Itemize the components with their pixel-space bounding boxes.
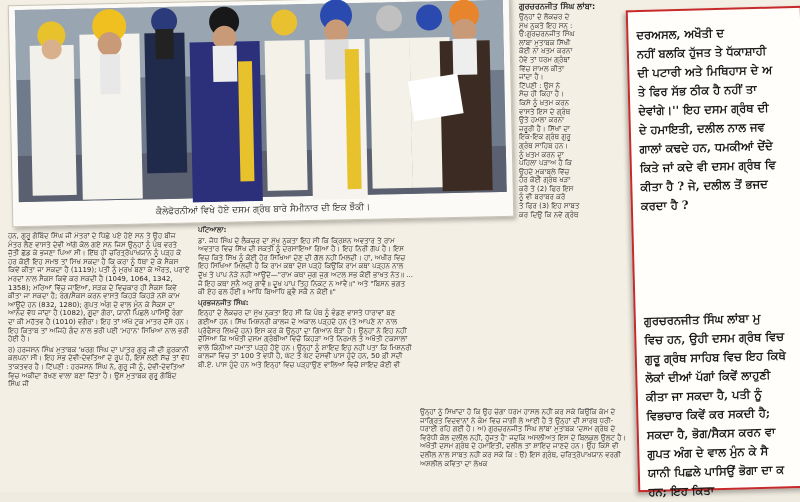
mid-column-line: ਮੁੱਖ ਨੁਕਤੇ ਇਹ ਸਨ :: [519, 21, 573, 30]
highlight-line: ਤੇ ਫਿਰ ਸੱਭ ਠੀਕ ਹੈ ਨਹੀਂ ਤਾ: [637, 81, 757, 100]
highlight-line: ਦਰਅਸਲ, ਅਖੌਤੀ ਦ: [636, 25, 725, 43]
highlight-line: ਦੇ ਹਮਾਇਤੀ, ਦਲੀਲ ਨਾਲ ਜਵ: [638, 119, 765, 138]
highlight-line: ਗੁਰਚਰਨਜੀਤ ਸਿੰਘ ਲਾਂਬਾ ਮੁ: [643, 310, 761, 329]
highlight-line: ਗੁਪਤ ਅੰਗ ਦੇ ਵਾਲ ਮੁੰਨ ਕੇ ਸੈ: [647, 443, 769, 461]
mid-column-line: ਕਰ ਦਿਉ ਕਿ ਨਵੇਂ ਗ੍ਰੰਥ: [519, 210, 579, 219]
mid-column-line: ਲਾਂਬਾ ਮੁਤਾਬਕ ਸਿੱਖੀ: [519, 38, 571, 47]
mid-column-line: ਹੋਰ ਕੋਈ ਗ੍ਰੰਥ ਖੜਾ: [519, 176, 571, 185]
column-1: [8, 232, 190, 490]
photo-image: [9, 0, 513, 206]
mid-column-line: ਟਿੱਪਣੀ : ਉਸ ਨੇ: [519, 81, 561, 90]
highlight-line: ਕੀਤਾ ਜਾ ਸਕਦਾ ਹੈ, ਪਤੀ ਨੂੰ: [645, 386, 762, 404]
column-2-bottom: ਇਨ੍ਹਾਂ ਦੇ ਲੈਕਚਰ ਦਾ ਮੁੱਖ ਨੁਕਤਾ ਇਹ ਸੀ ਕਿ ਪੰਥ ਨੂੰ ਵੰਡਣ ਵਾਸਤੇ ਧਾਰਾਵਾਂ ਬਣ ਗਈਆਂ ਹਨ। ਸਿੱਖ ਮਿਸ਼ਨਰੀ ਕਾਲਜ ਦੇ ਅਕਾਲ ਪੜ੍ਹਦੇ ਹਨ (ਤੇ ਆਪਣੇ ਨਾ ਨਾਲ ਪ੍ਰੋਫੈਸਰ ਲਿਖਦੇ ਹਨ) ਇਸ ਕਰ ਕੇ ਉਨ੍ਹਾਂ ਦਾ ਗਿਆਨ ਥੋੜਾ ਹੈ। ਉਨ੍ਹਾਂ ਨੇ ਇਹ ਨਹੀਂ ਦੱਸਿਆ ਕਿ ਅਖੌਤੀ ਦਸਮ ਗ੍ਰੰਥੀਆਂ ਵਿਚੋਂ ਕਿਹੜਾ ਅਤੇ ਨਿਰਮਲੇ ਤੇ ਅਖੌਤੀ ਟਕਸਾਲਾਂ ਵਾਲੇ ਕਿੰਨੀਆਂ ਜਮਾਤਾਂ ਪੜ੍ਹੇ ਹੋਏ ਹਨ। ਉਨ੍ਹਾਂ ਨੂੰ ਸ਼ਾਇਦ ਇਹ ਨਹੀਂ ਪਤਾ ਕਿ ਮਿਸ਼ਨਰੀ ਕਾਲਜਾਂ ਵਿਚ ਤਾਂ 100 ਤੋਂ ਵਧੀ ਹੈ, ਘੱਟ ਤੋਂ ਘੱਟ ਦਸਵੀਂ ਪਾਸ ਹੁੰਦੇ ਹਨ, 50 ਫ਼ੀ ਸਦੀ ਬੀ.ਏ. ਪਾਸ ਹੁੰਦੇ ਹਨ ਅਤੇ ਇਨ੍ਹਾਂ ਵਿਚ ਪੜ੍ਹਾਉਣ ਵਾਲਿਆਂ ਵਿਚੋਂ ਸ਼ਾਇਦ ਕੋਈ ਵੀ: [198, 309, 412, 369]
highlight-line: ਵਿਭਚਾਰ ਕਿਵੇਂ ਕਰ ਸਕਦੀ ਹੈ;: [646, 405, 771, 423]
mid-column-line: ਉਨ੍ਹਾਂ ਦੇ ਲੈਕਚਰ ਦੇ: [519, 13, 570, 21]
mid-column: [519, 13, 627, 253]
mid-column-line: ਹੋਵੇ ਤਾਂ ਧਰਮ ਗ੍ਰੰਥਾਂ: [519, 55, 570, 64]
mid-column-line: ਕਰੋ ਤੇ (2) ਫਿਰ ਇਸ: [519, 184, 574, 193]
mid-column-line: ਜ਼ਰੂਰੀ ਹੈ। ਸਿੱਖਾਂ ਦਾ: [519, 124, 571, 133]
mid-column-line: ਵਾਸਤੇ ਇਸ ਦੇ ਗ੍ਰੰਥ: [519, 107, 571, 116]
highlight-line: ਗੁਰੂ ਗ੍ਰੰਥ ਸਾਹਿਬ ਵਿਚ ਇਹ ਕਿਥੇ: [644, 348, 787, 367]
highlight-line: ਯਾਨੀ ਪਿਛਲੇ ਪਾਸਿਉਂ ਭੋਗਾ ਦਾ ਕ: [647, 462, 785, 480]
mid-column-line: ਉਤੇ ਹਮਲਾ ਕਰਨਾ: [519, 116, 565, 125]
photo-caption: ਕੈਲੇਫੋਰਨੀਆਂ ਵਿਖੇ ਹੋਏ ਦਸਮ ਗ੍ਰੰਥ ਬਾਰੇ ਸੈਮੀਨਾਰ ਦੀ ਇਕ ਝੌਕੀ।: [155, 202, 371, 218]
mid-column-line: ੳ:ਗੁਰਚਰਨਜੀਤ ਸਿੰਘ: [519, 30, 575, 39]
column-1-bottom: ਰ) ਹਰਜਸਨ ਸਿੰਘ ਮੁਤਾਬਕ 'ਖ਼ਰਗ ਸਿੰਘ ਦਾ ਪਾਤਰ ਗੁਰੂ ਜੀ ਦੀ ਫ਼ੁਰਕਾਨੀ ਕਲਪਨਾ ਸੀ। ਇਹ ਸਭ ਦੇਵੀ-ਦੇਵਤਿਆਂ ਦੇ ਰੂਪ ਹੈ, ਇਸ ਲਈ ਸੱਚ ਤਾਂ ਵੱਧ ਤਾਕਤਵਰ ਹੈ। ਟਿੱਪਣੀ : ਹਰਜਸਨ ਸਿੰਘ ਨੇ, ਗੁਰੂ ਜੀ ਨੂੰ, ਦੇਵੀ-ਦੇਵਤਿਆਂ ਵਿਚ ਅਕੀਦਾ ਰੱਖਣ ਵਾਲਾ ਬਣਾ ਦਿੱਤਾ ਹੈ। ਉਸ ਮੁਤਾਬਕ ਗੁਰੂ ਗੋਬਿੰਦ ਸਿੰਘ ਜੀ: [8, 345, 190, 389]
highlight-line: ਹਨ; ਇਹ ਕਿਤਾ: [648, 483, 715, 499]
mid-column-line: ਵਿੱਚ ਸ਼ਾਮਲ ਕੀਤਾ: [519, 64, 565, 73]
mid-column-line: ਉਹਦੇ ਮੁਕਾਬਲੇ ਵਿੱਚ: [519, 167, 570, 176]
mid-column-line: ਜਾਂਦਾ ਹੈ।: [519, 73, 544, 82]
mid-column-line: ਗ੍ਰੰਥ ਸਾਹਿਬ ਹਨ।: [519, 141, 569, 150]
highlight-line: ਨਹੀਂ ਬਲਕਿ ਹੁੱਜਤ ਤੇ ਧੱਕਾਸ਼ਾਹੀ: [636, 43, 767, 62]
column-3-bottom: ਉਨ੍ਹਾਂ ਨੂੰ ਸਿਖਾਂਦਾ ਹੈ ਕਿ ਉਹ ਚੰਗਾ ਧਰਮ ਹਾਸਲ ਨਹੀਂ ਕਰ ਸਕੇ ਕਿਉਂਕਿ ਕੰਮ ਦੇ ਜਾਗ੍ਰਿਤ ਵਿਦਵਾਨਾਂ ਨੇ ਕੰਮ ਵਿਚ ਜਾਗੀ ਲੇ ਆਈ ਹੈ ਤੇ ਉਨ੍ਹਾਂ ਦੀ ਸਾਰਥ ਧਰੀ-ਧਰਾਈ ਰਹਿ ਗਈ ਹੈ। ਅ) ਗੁਰਚਰਨਜੀਤ ਸਿੰਘ ਲਾਂਬਾ ਮੁਤਾਬਕ 'ਦਸਮ ਗ੍ਰੰਥ ਦੇ ਵਿਰੋਧੀ ਕੋਲ ਦਲੀਲ ਨਹੀਂ, ਹੁੱਜਤ ਹੈ' ਜਦਕਿ ਅਸਲੀਅਤ ਇਸ ਦੇ ਬਿਲਕੁਲ ਉਲਟ ਹੈ। ਅਖੌਤੀ ਦਸਮ ਗ੍ਰੰਥ ਦੇ ਹਮਾਇਤੀ, ਦਲੀਲ ਤਾਂ ਸ਼ਾਇਦ ਜਾਣਦੇ ਹਨ। ਉਹ ਕਿਸੇ ਵੀ ਦਲੀਲ ਨਾਲ ਸਾਬਤ ਨਹੀਂ ਕਰ ਸਕੇ ਕਿ : ੳ) ਇਸ ਗ੍ਰੰਥ, ਚਰਿਤ੍ਰੋਪਾਖਯਾਨ ਵਰਗੀ ਅਸ਼ਲੀਲ ਕਵਿਤਾ ਦਾ ਲੇਖਕ: [420, 408, 627, 468]
mid-column-line: ਸੋਚ ਹੀ ਕਿਹਾ ਹੈ।: [519, 90, 564, 99]
highlight-line: ਗਾਲਾਂ ਕਢਦੇ ਹਨ, ਧਮਕੀਆਂ ਦੇਂਦੇ: [639, 138, 773, 157]
mid-column-line: ਨੂੰ ਵੀ ਬਰਾਬਰ ਕਰੋ: [519, 193, 566, 202]
column-3: [420, 408, 628, 490]
column-2-heading: ਪਟਿਆਲਾ:: [198, 226, 227, 234]
column-2: [198, 226, 414, 490]
highlight-line: ਲੋਕਾਂ ਦੀਆਂ ਪੱਗਾਂ ਕਿਵੇਂ ਲਾਹੁਣੀ: [645, 367, 771, 385]
mid-column-line: ਨੂੰ ਖ਼ਤਮ ਕਰਨ ਦਾ: [519, 150, 564, 159]
mid-column-lines: [519, 13, 627, 219]
column-2-top: ਡਾ. ਜੋਧ ਸਿੰਘ ਦੇ ਲੈਕਚਰ ਦਾ ਮੁੱਖ ਨੁਕਤਾ ਇਹ ਸੀ ਕਿ ਕ੍ਰਿਸ਼ਨ ਅਵਤਾਰ ਤੇ ਰਾਮ ਅਵਤਾਰ ਵਿਚ ਸਿੱਖ ਦੀ ਸ਼ਕਤੀ ਨੂੰ ਦਰਸਾਇਆ ਗਿਆ ਹੈ। ਇਹ ਨਿਰੀ ਗੱਪ ਹੈ। ਇਸ ਵਿਚ ਕਿਤੇ ਸਿੱਖ ਨੂੰ ਕੋਈ ਹੋਰ ਸਿਖਿਆ ਦੇਣ ਦੀ ਗੱਲ ਨਹੀਂ ਮਿਲਦੀ। ਹਾਂ, ਅਖੀਰ ਵਿਚ ਇਹ ਸਿਖਿਆ ਮਿਲਦੀ ਹੈ ਕਿ ਰਾਮ ਕਥਾ ਦੇਸ਼ ਪੜ੍ਹੇ ਕਿਉਂਕਿ ਰਾਮ ਕਥਾ ਪੜ੍ਹਨ ਨਾਲ ਦੁੱਖ ਤੇ ਪਾਪ ਨੇੜੇ ਨਹੀਂ ਆਉਂਦੇ—"ਰਾਮ ਕਥਾ ਜੁਗ ਜੁਗ ਅਟਲ ਸਭ ਕੋਈ ਭਾਖਤ ਨੇਤ॥ ... ਜੋ ਇਹ ਕਥਾ ਸੁਨੈ ਅਰੁ ਗਾਵੈ॥ ਦੂਖ ਪਾਪ ਤਿਹ ਨਿਕਟ ਨ ਆਵੈ॥" ਅਤੇ "ਬਿਸਨ ਭਗਤ ਕੀ ਏਹ ਫਲ ਹੋਈ॥ ਆਧਿ ਬਿਆਧਿ ਛ੍ਵੈ ਸਕੈ ਨ ਕੋਈ॥": [198, 236, 413, 297]
column-1-top: ਹਨ, ਗੁਰੂ ਗੋਬਿੰਦ ਸਿੰਘ ਜੀ ਮੰਤਰਾਂ ਦੇ ਪਿੱਛੇ ਪਏ ਹੋਏ ਸਨ ਤੇ ਉਹ ਬੀਜ ਮੰਤਰ ਲੈਣ ਵਾਸਤੇ ਦੇਵੀ ਅੱਗੇ ਕੋਲ ਗਏ ਸਨ ਜਿਸ ਉਨ੍ਹਾਂ ਨੂੰ ਪੰਥ ਵਰਤੇ ਜੁੱਤੀ ਛੱਡ ਕੇ ਭਜਣਾ ਪਿਆ ਸੀ। ਇੱਥ ਹੀ ਚਰਿਤ੍ਰੋਪਾਖਯਾਨ ਨੂੰ ਪੜ੍ਹ ਕੇ ਹਰ ਕੋਈ ਇਹ ਸਮਝ ਤਾਂ ਸਿਖ ਸਕਦਾ ਹੈ ਕਿ ਕਰਾ ਨੂੰ ਧੱਥਾ ਦੇ ਕੇ ਸੈਕਸ ਕਿਵੇਂ ਕੀਤਾ ਜਾ ਸਕਦਾ ਹੈ (1119); ਪਤੀ ਨੂੰ ਮੁਰਖ ਬਣਾ ਕੇ ਔਰਤ, ਪਰਾਏ ਮਰਦਾਂ ਨਾਲ ਸੈਕਸ ਕਿਵੇਂ ਕਰ ਸਕਦੀ ਹੈ (1049, 1064, 1342, 1358); ਮਰਿਆਂ ਵਿੱਚ ਜਾਇਆਂ, ਸੜਕ ਦੇ ਵਿਚਕਾਰ ਹੀ ਸੈਕਸ ਕਿਵੇਂ ਕੀਤਾ ਜਾ ਸਕਦਾ ਹੈ; ਰੰਗ/ਸੈਕਸ ਕਰਨ ਵਾਸਤੇ ਕਿਹੜੇ ਕਿਹੜੇ ਨਸ਼ੇ ਕਾਮ ਆਉਂਦੇ ਹਨ (832, 1280); ਗੁਪਤ ਅੰਗ ਦੇ ਵਾਲ ਮੁੰਨ ਕੇ ਸੈਕਸ ਦਾ ਆਨੰਦ ਵੱਧ ਜਾਂਦਾ ਹੈ (1082), ਗੂਦਾ ਗੋਰਾ, ਯਾਨੀ ਪਿਛਲੇ ਪਾਸਿਉਂ ਰੰਗਾ ਦਾ ਕੀ ਮਹੱਤਵ ਹੈ (1010) ਵਗੈਰਾ। ਇਹ ਤਾਂ ਅੱਖੇ ਟੁਕ ਮਾਤਰ ਦੱਸੇ ਹਨ। ਇਹ ਕਿਤਾਬ ਤਾਂ ਅਜਿਹੇ ਗੰਦ ਨਾਲ ਭਰੀ ਪਈ 'ਮਹਾਨ' ਸਿਖਿਆ ਨਾਲ ਭਰੀ ਹੋਈ ਹੈ।: [8, 232, 190, 344]
mid-column-line: ਪਹਿਲਾ ਪੜਾਅ ਹੈ ਕਿ: [519, 159, 572, 168]
mid-column-line: ਇਕ-ਇਕ ਗ੍ਰੰਥ ਗੁਰੂ: [519, 133, 571, 142]
highlight-line: ਸਕਦਾ ਹੈ, ਭੋਗ/ਸੈਕਸ ਕਰਨ ਵਾ: [646, 424, 776, 442]
highlight-line: ਦੀ ਪਟਾਰੀ ਅਤੇ ਮਿਥਿਹਾਸ ਦੇ ਅ: [637, 62, 773, 81]
highlight-line: ਵਿਚ ਹਨ, ਉਹੀ ਦਸਮ ਗ੍ਰੰਥ ਵਿਚ: [644, 329, 785, 348]
mid-column-line: ਤੇ ਫਿਰ (3) ਇਹ ਸਾਬਤ: [519, 202, 580, 211]
highlight-line: ਦੇਵਾਂਗੇ।'' ਇਹ ਦਸਮ ਗ੍ਰੰਥ ਦੀ: [638, 100, 769, 119]
highlight-line: ਕੀਤਾ ਹੈ ? ਜੇ, ਦਲੀਲ ਤੋਂ ਭਜਦ: [640, 176, 768, 195]
mid-column-line: ਕਿਸੇ ਨੂੰ ਖ਼ਤਮ ਕਰਨ: [519, 98, 569, 107]
seminar-photo: [8, 0, 515, 227]
mid-column-line: ਕੋਈ ਨਾ ਖ਼ਤਮ ਕਰਨਾ: [519, 47, 573, 56]
mid-column-heading: ਗੁਰਚਰਨਜੀਤ ਸਿੰਘ ਲਾਂਬਾ:: [519, 2, 596, 11]
highlight-box: [626, 6, 800, 499]
highlight-box-top: [636, 22, 800, 216]
highlight-line: ਕਰਦਾ ਹੈ ?: [640, 197, 689, 214]
column-2-heading-2: ਪ੍ਰਭਜਨਜੀਤ ਸਿੰਘ:: [198, 298, 249, 307]
highlight-box-bottom: [644, 308, 800, 502]
highlight-line: ਕਿਤੇ ਜਾਂ ਕਦੇ ਵੀ ਦਸਮ ਗ੍ਰੰਥ ਵਿ: [639, 157, 776, 176]
